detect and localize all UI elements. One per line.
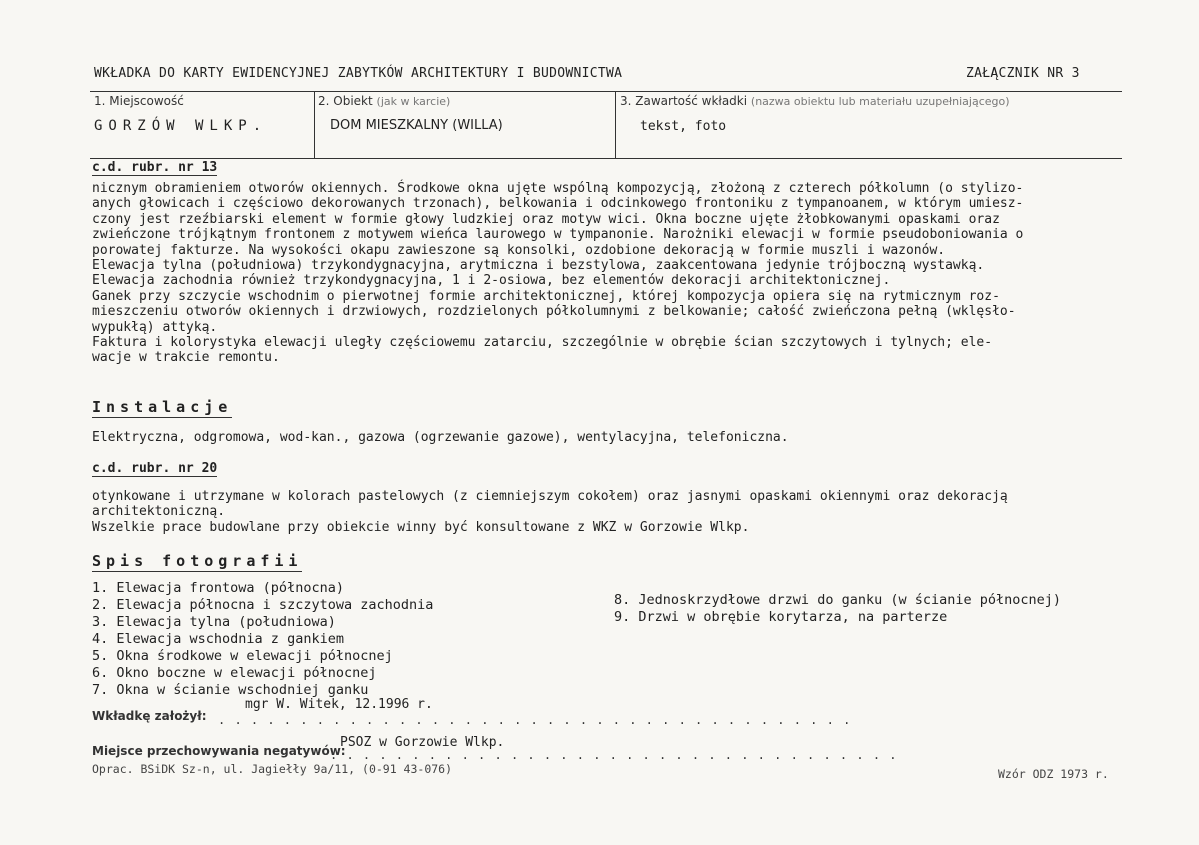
object-value: DOM MIESZKALNY (WILLA) (330, 118, 503, 133)
storage-dotted-line: . . . . . . . . . . . . . . . . . . . . . . . . . . . . . . . . . . . (330, 748, 898, 762)
print-info: Oprac. BSiDK Sz-n, ul. Jagiełły 9a/11, (0-91 43-076) (92, 762, 453, 776)
photo-item: 2. Elewacja północna i szczytowa zachodnia (92, 597, 434, 613)
grid-line-bottom (90, 158, 1122, 159)
content-label-sub: (nazwa obiektu lub materiału uzupełniającego) (750, 95, 1010, 108)
section-13-line: wacje w trakcie remontu. (92, 350, 280, 366)
photo-item: 8. Jednoskrzydłowe drzwi do ganku (w ścianie północnej) (614, 592, 1062, 608)
section-13-line: Elewacja zachodnia również trzykondygnacyjna, 1 i 2-osiowa, bez elementów dekoracji architektonicznej. (92, 273, 891, 289)
photo-item: 6. Okno boczne w elewacji północnej (92, 665, 377, 681)
section-13-line: anych głowicach i częściowo dekorowanych trzonach), belkowania i odcinkowego frontoniku z tympanoanem, w którym umiesz- (92, 196, 1024, 212)
object-label (318, 94, 450, 108)
section-13-line: porowatej fakturze. Na wysokości okapu zawieszone są konsolki, ozdobione dekoracją w formie muszli i wazonów. (92, 242, 946, 258)
storage-value: PSOZ w Gorzowie Wlkp. (340, 735, 505, 750)
installations-heading: Instalacje (92, 398, 233, 416)
photos-list-right (614, 592, 1061, 626)
section-13-line: Ganek przy szczycie wschodnim o pierwotnej formie architektonicznej, której kompozycja opiera się na rytmicznym roz- (92, 288, 1000, 304)
content-value: tekst, foto (640, 119, 727, 134)
author-label: Wkładkę założył: (92, 709, 207, 723)
section-13-line: Faktura i kolorystyka elewacji uległy częściowemu zatarciu, szczególnie w obrębie ścian szczytowych i tylnych; ele- (92, 335, 993, 351)
author-dotted-line: . . . . . . . . . . . . . . . . . . . . . . . . . . . . . . . . . . . . . . . (218, 713, 852, 727)
photos-heading: Spis fotografii (92, 552, 303, 570)
installations-text: Elektryczna, odgromowa, wod-kan., gazowa (ogrzewanie gazowe), wentylacyjna, telefoniczna. (92, 430, 789, 445)
section-20-line: architektoniczną. (92, 504, 226, 520)
object-label-text: 2. Obiekt (318, 94, 373, 108)
content-label-text: 3. Zawartość wkładki (620, 94, 748, 108)
grid-line-top (90, 91, 1122, 92)
section-13-text (92, 181, 1122, 366)
photo-item: 4. Elewacja wschodnia z gankiem (92, 631, 344, 647)
object-label-sub: (jak w karcie) (376, 95, 451, 108)
photo-item: 3. Elewacja tylna (południowa) (92, 614, 336, 630)
grid-divider-1 (314, 91, 315, 158)
photo-item: 9. Drzwi w obrębie korytarza, na parterze (614, 609, 948, 625)
photo-item: 7. Okna w ścianie wschodniej ganku (92, 682, 369, 698)
photo-item: 5. Okna środkowe w elewacji północnej (92, 648, 393, 664)
photos-list-left (92, 580, 433, 699)
section-13-line: nicznym obramieniem otworów okiennych. Środkowe okna ujęte wspólną kompozycją, złożoną z czterech półkolumn (o stylizo- (92, 181, 1024, 196)
storage-label: Miejsce przechowywania negatywów: (92, 744, 346, 758)
place-value: GORZÓW WLKP. (94, 118, 268, 134)
section-13-line: czony jest rzeźbiarski element w formie głowy ludzkiej oraz motyw wici. Okna boczne ujęte żłobkowanymi opaskami oraz (92, 211, 1000, 227)
section-13-line: zwieńczone trójkątnym frontonem z motywem wieńca laurowego w tympanonie. Narożniki elewacji w formie pseudoboniowania o (92, 227, 1024, 243)
section-20-line: Wszelkie prace budowlane przy obiekcie winny być konsultowane z WKZ w Gorzowie Wlkp. (92, 519, 750, 535)
annex-number: ZAŁĄCZNIK NR 3 (966, 66, 1080, 81)
section-13-line: Elewacja tylna (południowa) trzykondygnacyjna, arytmiczna i bezstylowa, zaakcentowana jedynie trójboczną wystawką. (92, 258, 985, 274)
section-13-line: mieszczeniu otworów okiennych i drzwiowych, rozdzielonych półkolumnymi z belkowanie; całość zwieńczona pełną (wklęsło- (92, 304, 1016, 320)
place-label: 1. Miejscowość (94, 94, 184, 108)
section-13-line: wypukłą) attyką. (92, 319, 218, 335)
section-20-line: otynkowane i utrzymane w kolorach pastelowych (z ciemniejszym cokołem) oraz jasnymi opaskami okiennymi oraz dekoracją (92, 489, 1008, 504)
content-label (620, 94, 1010, 108)
card-title: WKŁADKA DO KARTY EWIDENCYJNEJ ZABYTKÓW ARCHITEKTURY I BUDOWNICTWA (94, 66, 623, 81)
grid-divider-2 (615, 91, 616, 158)
photo-item: 1. Elewacja frontowa (północna) (92, 580, 344, 596)
form-version: Wzór ODZ 1973 r. (998, 767, 1109, 781)
section-20-heading: c.d. rubr. nr 20 (92, 461, 218, 476)
section-13-heading: c.d. rubr. nr 13 (92, 160, 218, 175)
section-20-text (92, 489, 1122, 535)
author-value: mgr W. Witek, 12.1996 r. (245, 697, 433, 712)
